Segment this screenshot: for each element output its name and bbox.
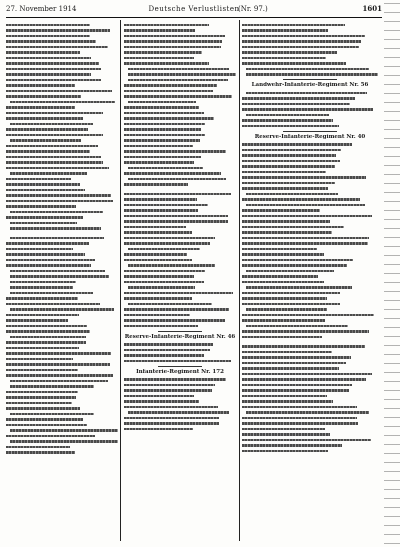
illegible-text-line: [242, 292, 340, 295]
illegible-text-line: [6, 347, 79, 350]
regiment-heading: Infanterie-Regiment Nr. 172: [136, 368, 224, 375]
illegible-text-line: [124, 378, 226, 381]
illegible-text-line: [242, 433, 330, 436]
illegible-text-line: [242, 259, 353, 262]
illegible-text-line: [242, 154, 336, 157]
illegible-text-line: [124, 62, 209, 65]
illegible-text-line: [10, 211, 103, 214]
column-1: [6, 22, 118, 547]
illegible-text-line: [10, 227, 101, 230]
illegible-text-line: [6, 319, 68, 322]
illegible-text-line: [242, 389, 349, 392]
illegible-text-line: [246, 325, 348, 328]
illegible-text-line: [128, 303, 212, 306]
illegible-text-line: [242, 406, 357, 409]
illegible-text-line: [242, 444, 342, 447]
illegible-text-line: [242, 330, 369, 333]
illegible-text-line: [242, 24, 345, 27]
illegible-text-line: [6, 407, 80, 410]
illegible-text-line: [10, 385, 94, 388]
illegible-text-line: [6, 106, 75, 109]
illegible-text-line: [6, 424, 87, 427]
illegible-text-line: [242, 35, 365, 38]
list-entry-line: [124, 358, 236, 364]
illegible-text-line: [128, 101, 196, 104]
illegible-text-line: [242, 51, 337, 54]
illegible-text-line: [242, 417, 357, 420]
illegible-text-line: [10, 101, 115, 104]
illegible-text-line: [6, 73, 91, 76]
illegible-text-line: [242, 378, 366, 381]
illegible-text-line: [124, 354, 204, 357]
illegible-text-line: [242, 215, 372, 218]
illegible-text-line: [246, 193, 338, 196]
illegible-text-line: [10, 281, 76, 284]
illegible-text-line: [242, 108, 373, 111]
illegible-text-line: [124, 237, 215, 240]
illegible-text-line: [242, 314, 374, 317]
illegible-text-line: [124, 325, 198, 328]
illegible-text-line: [246, 308, 327, 311]
illegible-text-line: [6, 446, 70, 449]
illegible-text-line: [242, 319, 325, 322]
illegible-text-line: [124, 51, 202, 54]
illegible-text-line: [124, 156, 201, 159]
illegible-text-line: [124, 422, 219, 425]
illegible-text-line: [124, 117, 214, 120]
illegible-text-line: [242, 182, 335, 185]
illegible-text-line: [6, 435, 95, 438]
list-entry-line: [124, 323, 236, 329]
illegible-text-line: [242, 97, 355, 100]
illegible-text-line: [6, 363, 110, 366]
column-rule: [239, 20, 240, 541]
list-entry-line: [6, 226, 118, 232]
header-issue: (Nr. 97.): [238, 5, 268, 13]
illegible-text-line: [6, 297, 78, 300]
illegible-text-line: [6, 95, 81, 98]
illegible-text-line: [6, 402, 72, 405]
illegible-text-line: [124, 40, 222, 43]
illegible-text-line: [124, 35, 225, 38]
section-rule: [158, 366, 203, 367]
illegible-text-line: [124, 215, 228, 218]
illegible-text-line: [246, 73, 378, 76]
illegible-text-line: [124, 417, 219, 420]
illegible-text-line: [128, 79, 228, 82]
illegible-text-line: [124, 281, 204, 284]
illegible-text-line: [242, 160, 340, 163]
illegible-text-line: [10, 308, 114, 311]
list-entry-line: [242, 334, 378, 340]
illegible-text-line: [6, 62, 99, 65]
illegible-text-line: [124, 46, 221, 49]
illegible-text-line: [10, 139, 81, 142]
illegible-text-line: [6, 29, 110, 32]
illegible-text-line: [242, 176, 366, 179]
illegible-text-line: [6, 57, 91, 60]
header-rule: [6, 17, 382, 18]
illegible-text-line: [124, 193, 231, 196]
illegible-text-line: [124, 242, 210, 245]
section-rule: [283, 131, 337, 132]
illegible-text-line: [242, 209, 320, 212]
illegible-text-line: [246, 270, 334, 273]
illegible-text-line: [6, 189, 85, 192]
illegible-text-line: [242, 356, 351, 359]
illegible-text-line: [6, 24, 90, 27]
illegible-text-line: [124, 259, 192, 262]
illegible-text-line: [124, 428, 193, 431]
illegible-text-line: [124, 231, 192, 234]
illegible-text-line: [128, 264, 215, 267]
illegible-text-line: [128, 73, 236, 76]
illegible-text-line: [242, 253, 324, 256]
illegible-text-line: [6, 391, 78, 394]
illegible-text-line: [242, 422, 358, 425]
illegible-text-line: [10, 380, 108, 383]
illegible-text-line: [242, 40, 361, 43]
section-rule: [283, 79, 337, 80]
illegible-text-line: [124, 360, 231, 363]
illegible-text-line: [124, 270, 205, 273]
illegible-text-line: [242, 237, 369, 240]
illegible-text-line: [6, 79, 101, 82]
illegible-text-line: [242, 373, 372, 376]
illegible-text-line: [6, 46, 108, 49]
illegible-text-line: [6, 84, 75, 87]
illegible-text-line: [242, 275, 318, 278]
illegible-text-line: [10, 222, 77, 225]
illegible-text-line: [6, 205, 76, 208]
list-entry-line: [6, 450, 118, 456]
illegible-text-line: [246, 68, 369, 71]
illegible-text-line: [242, 367, 339, 370]
page-header: [6, 2, 382, 16]
illegible-text-line: [10, 123, 93, 126]
illegible-text-line: [124, 95, 232, 98]
illegible-text-line: [242, 297, 327, 300]
illegible-text-line: [6, 369, 78, 372]
illegible-text-line: [6, 248, 73, 251]
illegible-text-line: [124, 384, 215, 387]
illegible-text-line: [124, 220, 228, 223]
illegible-text-line: [10, 270, 105, 273]
illegible-text-line: [242, 165, 335, 168]
illegible-text-line: [124, 204, 208, 207]
illegible-text-line: [6, 253, 85, 256]
illegible-text-line: [124, 400, 199, 403]
illegible-text-line: [246, 286, 352, 289]
illegible-text-line: [6, 117, 83, 120]
illegible-text-line: [10, 286, 73, 289]
illegible-text-line: [124, 145, 193, 148]
header-page-number: 1601: [362, 4, 382, 13]
illegible-text-line: [246, 114, 329, 117]
illegible-text-line: [242, 57, 326, 60]
illegible-text-line: [124, 134, 205, 137]
illegible-text-line: [128, 286, 195, 289]
illegible-text-line: [242, 450, 328, 453]
illegible-text-line: [242, 149, 341, 152]
illegible-text-line: [6, 352, 111, 355]
illegible-text-line: [124, 57, 194, 60]
illegible-text-line: [242, 231, 332, 234]
illegible-text-line: [128, 167, 203, 170]
illegible-text-line: [124, 84, 217, 87]
illegible-text-line: [242, 303, 340, 306]
illegible-text-line: [242, 171, 326, 174]
illegible-text-line: [6, 374, 113, 377]
list-entry-line: [242, 448, 378, 454]
regiment-heading: Reserve-Infanterie-Regiment Nr. 40: [254, 133, 366, 140]
illegible-text-line: [6, 418, 83, 421]
illegible-text-line: [6, 134, 103, 137]
illegible-text-line: [6, 303, 100, 306]
illegible-text-line: [6, 112, 103, 115]
illegible-text-line: [242, 336, 322, 339]
illegible-text-line: [6, 40, 96, 43]
illegible-text-line: [242, 264, 347, 267]
illegible-text-line: [124, 150, 226, 153]
illegible-text-line: [6, 259, 95, 262]
illegible-text-line: [6, 330, 90, 333]
column-3: [242, 22, 378, 547]
illegible-text-line: [124, 349, 210, 352]
illegible-text-line: [242, 29, 328, 32]
illegible-text-line: [10, 429, 118, 432]
illegible-text-line: [124, 24, 209, 27]
regiment-heading: Reserve-Infanterie-Regiment Nr. 46: [124, 333, 236, 340]
illegible-text-line: [124, 123, 205, 126]
list-entry-line: [242, 72, 378, 78]
illegible-text-line: [124, 226, 186, 229]
list-entry-line: [124, 182, 236, 188]
illegible-text-line: [242, 198, 360, 201]
regiment-heading: Landwehr-Infanterie-Regiment Nr. 56: [251, 82, 369, 88]
illegible-text-line: [124, 253, 187, 256]
illegible-text-line: [10, 172, 87, 175]
illegible-text-line: [124, 172, 221, 175]
illegible-text-line: [124, 183, 188, 186]
illegible-text-line: [6, 325, 87, 328]
illegible-text-line: [10, 292, 93, 295]
illegible-text-line: [242, 125, 339, 128]
illegible-text-line: [242, 103, 350, 106]
illegible-text-line: [6, 358, 73, 361]
header-title: Deutsche Verlustlisten: [148, 5, 240, 13]
illegible-text-line: [124, 139, 200, 142]
illegible-text-line: [246, 92, 367, 95]
illegible-text-line: [10, 237, 104, 240]
illegible-text-line: [10, 413, 94, 416]
illegible-text-line: [246, 204, 365, 207]
column-2: [124, 22, 236, 547]
illegible-text-line: [242, 248, 317, 251]
illegible-text-line: [6, 396, 76, 399]
illegible-text-line: [6, 156, 101, 159]
illegible-text-line: [6, 128, 88, 131]
illegible-text-line: [242, 384, 352, 387]
illegible-text-line: [124, 343, 213, 346]
illegible-text-line: [124, 90, 213, 93]
illegible-text-line: [242, 220, 330, 223]
illegible-text-line: [242, 439, 371, 442]
illegible-text-line: [124, 161, 194, 164]
illegible-text-line: [124, 406, 218, 409]
illegible-text-line: [6, 150, 90, 153]
illegible-text-line: [246, 411, 369, 414]
illegible-text-line: [124, 319, 225, 322]
illegible-text-line: [6, 178, 71, 181]
illegible-text-line: [124, 112, 204, 115]
illegible-text-line: [242, 345, 365, 348]
illegible-text-line: [124, 314, 190, 317]
illegible-text-line: [6, 51, 80, 54]
illegible-text-line: [242, 143, 352, 146]
illegible-text-line: [128, 248, 200, 251]
illegible-text-line: [6, 183, 80, 186]
illegible-text-line: [6, 167, 109, 170]
illegible-text-line: [124, 395, 194, 398]
illegible-text-line: [124, 292, 233, 295]
illegible-text-line: [124, 389, 212, 392]
illegible-text-line: [10, 336, 86, 339]
illegible-text-line: [6, 145, 98, 148]
illegible-text-line: [6, 68, 101, 71]
illegible-text-line: [242, 351, 332, 354]
illegible-text-line: [6, 90, 112, 93]
illegible-text-line: [124, 297, 192, 300]
illegible-text-line: [6, 451, 75, 454]
illegible-text-line: [242, 400, 333, 403]
illegible-text-line: [124, 308, 229, 311]
illegible-text-line: [242, 226, 344, 229]
illegible-text-line: [6, 264, 91, 267]
scan-edge: [384, 0, 400, 547]
column-rule: [120, 20, 121, 541]
illegible-text-line: [242, 187, 328, 190]
illegible-text-line: [10, 440, 118, 443]
illegible-text-line: [6, 200, 113, 203]
illegible-text-line: [242, 395, 327, 398]
illegible-text-line: [10, 275, 109, 278]
list-entry-line: [124, 426, 236, 432]
illegible-text-line: [124, 106, 199, 109]
illegible-text-line: [6, 242, 89, 245]
illegible-text-line: [124, 128, 201, 131]
illegible-text-line: [242, 242, 368, 245]
illegible-text-line: [6, 35, 90, 38]
illegible-text-line: [242, 362, 346, 365]
header-date: 27. November 1914: [6, 5, 77, 13]
list-entry-line: [242, 123, 378, 129]
illegible-text-line: [128, 411, 229, 414]
illegible-text-line: [128, 178, 226, 181]
illegible-text-line: [242, 119, 333, 122]
illegible-text-line: [6, 194, 111, 197]
illegible-text-line: [6, 341, 86, 344]
illegible-text-line: [124, 29, 195, 32]
illegible-text-line: [128, 68, 229, 71]
illegible-text-line: [124, 209, 198, 212]
illegible-text-line: [6, 161, 103, 164]
illegible-text-line: [242, 428, 325, 431]
illegible-text-line: [242, 62, 346, 65]
illegible-text-line: [242, 46, 359, 49]
illegible-text-line: [124, 198, 197, 201]
illegible-text-line: [242, 281, 324, 284]
illegible-text-line: [6, 314, 79, 317]
section-rule: [158, 331, 203, 332]
illegible-text-line: [124, 275, 194, 278]
illegible-text-line: [6, 216, 83, 219]
